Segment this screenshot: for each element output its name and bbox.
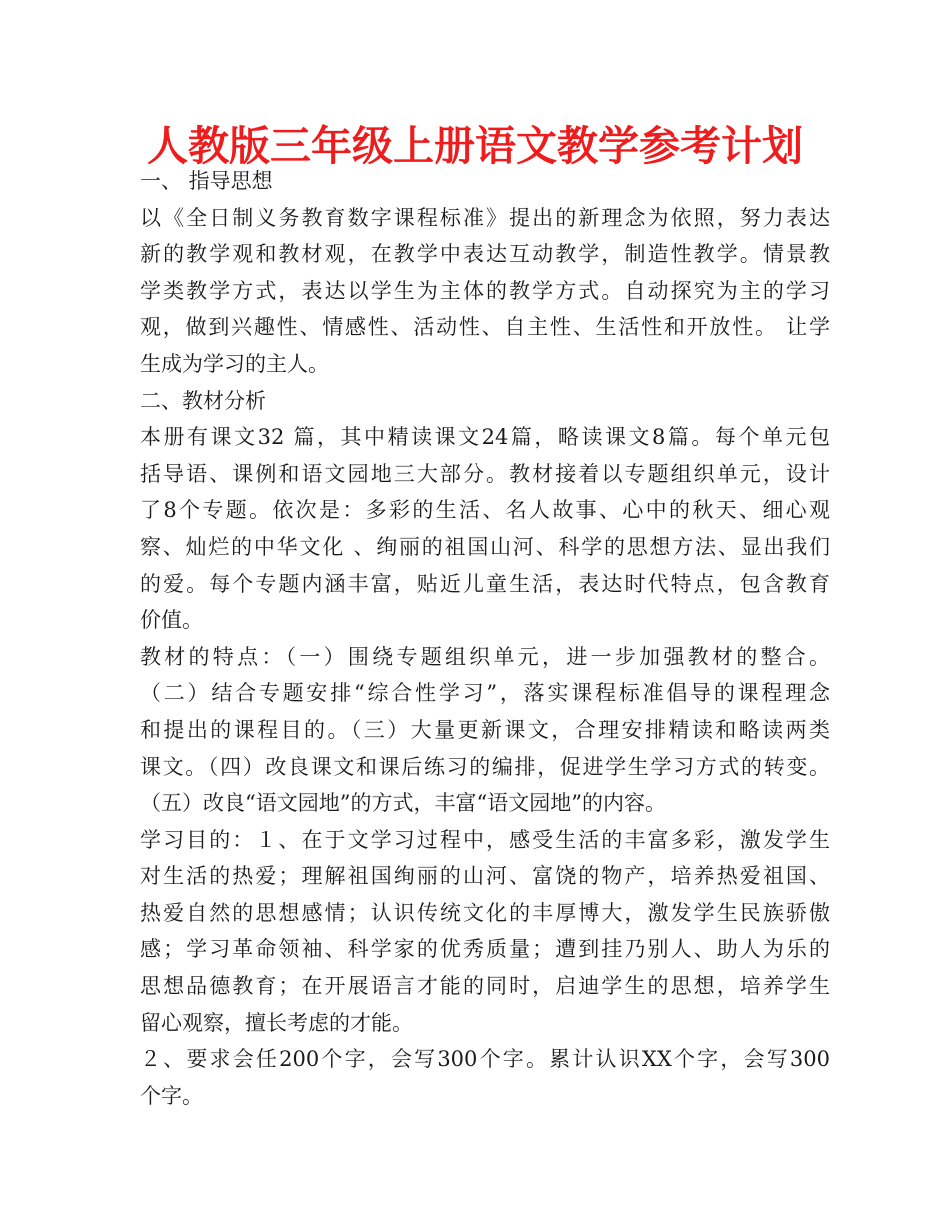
paragraph-line: 学习目的：１、在于文学习过程中，感受生活的丰富多彩，激发学生	[140, 827, 830, 852]
document-body	[140, 163, 830, 1114]
paragraph-line: 学类教学方式，表达以学生为主体的教学方式。自动探究为主的学习	[140, 278, 830, 303]
paragraph-line: 了8个专题。依次是：多彩的生活、名人故事、心中的秋天、细心观	[140, 498, 830, 523]
section-heading-textbook-analysis: 二、教材分析	[140, 388, 266, 413]
paragraph-line: 和提出的课程目的。（三）大量更新课文，合理安排精读和略读两类	[140, 717, 830, 742]
paragraph-line: ２、要求会任200个字，会写300个字。累计认识XX个字，会写300	[140, 1047, 830, 1072]
paragraph-line: 本册有课文32 篇，其中精读课文24篇，略读课文8篇。每个单元包	[140, 425, 830, 450]
paragraph-line: 热爱自然的思想感情；认识传统文化的丰厚博大，激发学生民族骄傲	[140, 900, 830, 925]
paragraph-line: 留心观察，擅长考虑的才能。	[140, 1010, 413, 1035]
paragraph-line: 以《全日制义务教育数字课程标准》提出的新理念为依照，努力表达	[140, 205, 830, 230]
paragraph-line: 思想品德教育；在开展语言才能的同时，启迪学生的思想，培养学生	[140, 974, 830, 999]
paragraph-line: 课文。（四）改良课文和课后练习的编排，促进学生学习方式的转变。	[140, 754, 830, 779]
paragraph-line: 生成为学习的主人。	[140, 351, 329, 376]
paragraph-line: （二）结合专题安排“综合性学习”，落实课程标准倡导的课程理念	[140, 681, 830, 706]
paragraph-line: 价值。	[140, 608, 203, 633]
section-heading-guiding-thought: 一、 指导思想	[140, 169, 273, 193]
paragraph-line: 教材的特点：（一）围绕专题组织单元，进一步加强教材的整合。	[140, 644, 830, 669]
paragraph-line: 括导语、课例和语文园地三大部分。教材接着以专题组织单元，设计	[140, 461, 830, 486]
paragraph-line: 对生活的热爱；理解祖国绚丽的山河、富饶的物产，培养热爱祖国、	[140, 864, 830, 889]
paragraph-line: 观，做到兴趣性、情感性、活动性、自主性、生活性和开放性。 让学	[140, 315, 830, 340]
paragraph-line: 察、灿烂的中华文化 、绚丽的祖国山河、科学的思想方法、显出我们	[140, 534, 830, 559]
paragraph-line: （五）改良“语文园地”的方式，丰富“语文园地”的内容。	[140, 791, 666, 816]
paragraph-line: 感；学习革命领袖、科学家的优秀质量；遭到挂乃别人、助人为乐的	[140, 937, 830, 962]
paragraph-line: 的爱。每个专题内涵丰富，贴近儿童生活，表达时代特点，包含教育	[140, 571, 830, 596]
paragraph-line: 新的教学观和教材观，在教学中表达互动教学，制造性教学。情景教	[140, 242, 830, 267]
document-title: 人教版三年级上册语文教学参考计划	[147, 122, 803, 170]
paragraph-line: 个字。	[140, 1083, 203, 1108]
